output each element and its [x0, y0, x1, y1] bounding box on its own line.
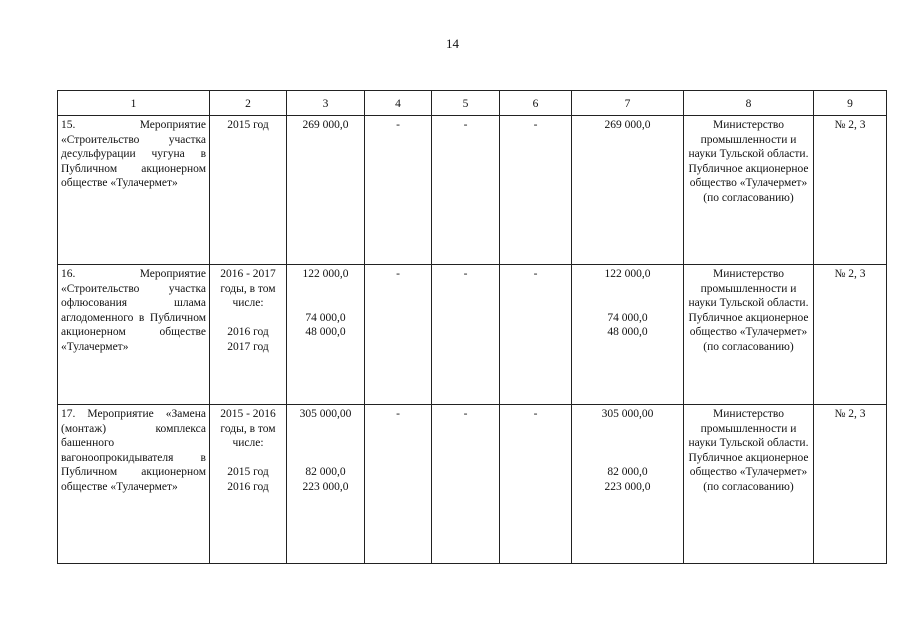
- column-header: 9: [814, 91, 887, 116]
- period-line: 2015 год: [227, 119, 269, 131]
- col5-cell: -: [432, 116, 500, 265]
- measure-name-cell: 17. Мероприятие «Замена (монтаж) комплекса башенного вагоноопрокидывателя в Публичном акционерном обществе «Тулачермет»: [58, 405, 210, 564]
- amount-cell: [287, 265, 365, 405]
- col6-cell: -: [500, 265, 572, 405]
- period-line: 2016 год: [227, 326, 269, 338]
- col5-cell: -: [432, 405, 500, 564]
- amount-line: 122 000,0: [302, 268, 349, 280]
- total-cell: [572, 116, 684, 265]
- total-line: 223 000,0: [604, 480, 651, 493]
- amount-line: 269 000,0: [302, 119, 349, 131]
- column-header: 3: [287, 91, 365, 116]
- page-number: 14: [446, 36, 459, 51]
- indicator-cell: № 2, 3: [814, 116, 887, 265]
- column-header: 5: [432, 91, 500, 116]
- total-cell: [572, 265, 684, 405]
- table-row: [58, 405, 887, 564]
- total-line: 74 000,0: [607, 311, 648, 324]
- column-header: 4: [365, 91, 432, 116]
- col6-cell: -: [500, 116, 572, 265]
- table-row: [58, 116, 887, 265]
- col4-cell: -: [365, 116, 432, 265]
- table-row: [58, 265, 887, 405]
- period-cell: [210, 116, 287, 265]
- total-line: 122 000,0: [604, 268, 651, 280]
- period-line: 2016 - 2017 годы, в том числе:: [220, 268, 276, 309]
- column-header: 7: [572, 91, 684, 116]
- col6-cell: -: [500, 405, 572, 564]
- column-header: 2: [210, 91, 287, 116]
- total-line: 82 000,0: [607, 466, 648, 478]
- amount-line: 48 000,0: [305, 326, 346, 338]
- indicator-cell: № 2, 3: [814, 265, 887, 405]
- total-line: 305 000,00: [601, 408, 654, 420]
- measure-name-cell: 15. Мероприятие «Строительство участка десульфурации чугуна в Публичном акционерном обществе «Тулачермет»: [58, 116, 210, 265]
- amount-cell: [287, 405, 365, 564]
- period-cell: [210, 265, 287, 405]
- amount-cell: [287, 116, 365, 265]
- column-header: 8: [684, 91, 814, 116]
- measures-table: [57, 90, 887, 564]
- executor-cell: Министерство промышленности и науки Тульской области. Публичное акционерное общество «Тулачермет» (по согласованию): [684, 405, 814, 564]
- column-header: 6: [500, 91, 572, 116]
- period-line: 2016 год: [227, 480, 269, 493]
- amount-line: 223 000,0: [302, 480, 349, 493]
- amount-line: 82 000,0: [305, 466, 346, 478]
- amount-line: 74 000,0: [305, 311, 346, 324]
- period-line: 2017 год: [227, 340, 269, 353]
- amount-line: 305 000,00: [299, 408, 352, 420]
- indicator-cell: № 2, 3: [814, 405, 887, 564]
- column-header: 1: [58, 91, 210, 116]
- col4-cell: -: [365, 405, 432, 564]
- col4-cell: -: [365, 265, 432, 405]
- total-line: 48 000,0: [607, 326, 648, 338]
- table-header-row: [58, 91, 887, 116]
- col5-cell: -: [432, 265, 500, 405]
- total-cell: [572, 405, 684, 564]
- measure-name-cell: 16. Мероприятие «Строительство участка офлюсования шлама аглодоменного в Публичном акционерном обществе «Тулачермет»: [58, 265, 210, 405]
- total-line: 269 000,0: [604, 119, 651, 131]
- period-line: 2015 год: [227, 466, 269, 478]
- period-line: 2015 - 2016 годы, в том числе:: [220, 408, 276, 449]
- executor-cell: Министерство промышленности и науки Тульской области. Публичное акционерное общество «Тулачермет» (по согласованию): [684, 265, 814, 405]
- executor-cell: Министерство промышленности и науки Тульской области. Публичное акционерное общество «Тулачермет» (по согласованию): [684, 116, 814, 265]
- period-cell: [210, 405, 287, 564]
